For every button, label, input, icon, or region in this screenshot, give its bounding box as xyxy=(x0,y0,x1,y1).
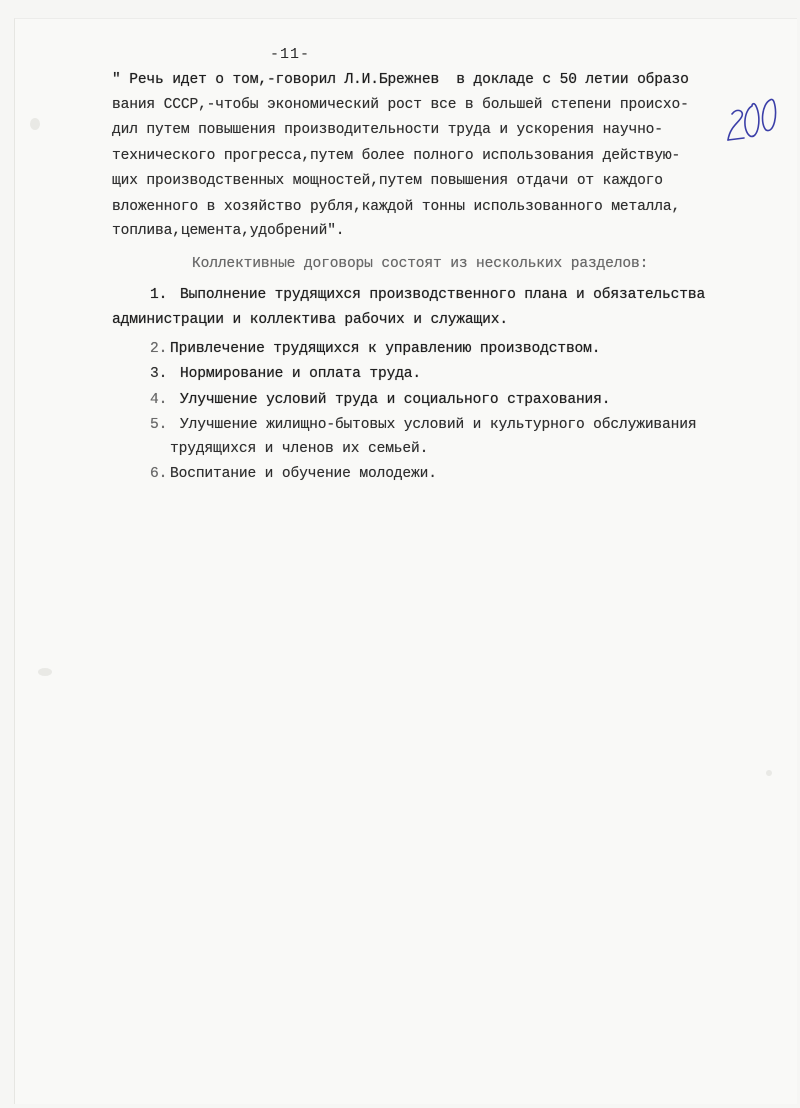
section-title: Нормирование и оплата труда. xyxy=(180,366,422,382)
section-title: Привлечение трудящихся к управлению производством. xyxy=(170,341,601,357)
handwritten-archive-number xyxy=(722,96,782,154)
quote-line: щих производственных мощностей,путем повышения отдачи от каждого xyxy=(112,173,663,189)
section-number: 5. xyxy=(150,417,168,433)
section-number: 6. xyxy=(150,466,168,482)
quote-line: технического прогресса,путем более полного использования действую- xyxy=(112,148,681,164)
page-number: -11- xyxy=(270,46,311,63)
section-number: 2. xyxy=(150,341,168,357)
section-title-continued: трудящихся и членов их семьей. xyxy=(170,441,429,457)
section-title: Выполнение трудящихся производственного плана и обязательства xyxy=(180,287,706,303)
section-number: 3. xyxy=(150,366,168,382)
paper-speck xyxy=(38,668,52,676)
quote-line: вания СССР,-чтобы экономический рост все в большей степени происхо- xyxy=(112,97,689,113)
section-title: Улучшение жилищно-бытовых условий и культурного обслуживания xyxy=(180,417,697,433)
section-title: Улучшение условий труда и социального страхования. xyxy=(180,392,611,408)
section-title-continued: администрации и коллектива рабочих и служащих. xyxy=(112,312,508,328)
quote-line: дил путем повышения производительности труда и ускорения научно- xyxy=(112,122,663,138)
quote-line: " Речь идет о том,-говорил Л.И.Брежнев в докладе с 50 летии образо xyxy=(112,72,689,88)
section-number: 4. xyxy=(150,392,168,408)
sections-intro: Коллективные договоры состоят из нескольких разделов: xyxy=(192,256,649,272)
quote-line: топлива,цемента,удобрений". xyxy=(112,223,345,239)
section-number: 1. xyxy=(150,287,168,303)
section-title: Воспитание и обучение молодежи. xyxy=(170,466,437,482)
paper-speck xyxy=(30,118,40,130)
paper-speck xyxy=(766,770,772,776)
quote-line: вложенного в хозяйство рубля,каждой тонны использованного металла, xyxy=(112,199,681,215)
